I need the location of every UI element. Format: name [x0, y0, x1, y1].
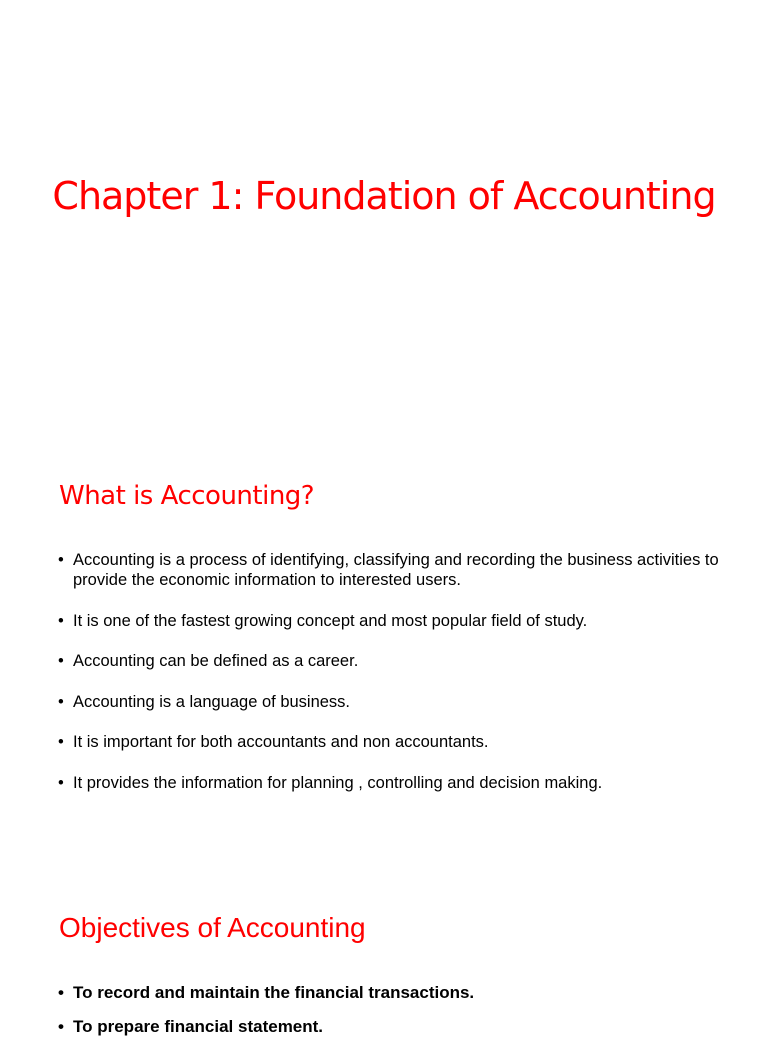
- bullet-text: Accounting can be defined as a career.: [73, 652, 359, 670]
- bullet-text: It provides the information for planning , controlling and decision making.: [73, 773, 603, 792]
- bullet-item: [58, 550, 738, 590]
- bullet-marker: •: [58, 551, 64, 569]
- bullet-item: [58, 611, 738, 631]
- bullet-item: [58, 692, 738, 712]
- chapter-title: Chapter 1: Foundation of Accounting: [52, 174, 716, 218]
- bullet-item: [58, 651, 738, 671]
- bullet-text: Accounting is a process of identifying, classifying and recording the business activities to provide the economic information to interested users.: [73, 551, 719, 589]
- slide-title-page: [0, 0, 768, 420]
- bullet-text: It is one of the fastest growing concept and most popular field of study.: [73, 611, 588, 630]
- slide-what-is-accounting: [0, 420, 768, 875]
- bullet-item: [58, 773, 738, 793]
- slide-heading: What is Accounting?: [59, 481, 315, 511]
- bullet-marker: •: [58, 652, 64, 670]
- bullet-text: To prepare financial statement.: [73, 1017, 324, 1036]
- bullet-list: [58, 550, 738, 813]
- bullet-text: To record and maintain the financial transactions.: [73, 983, 475, 1002]
- slide-heading: Objectives of Accounting: [59, 912, 366, 943]
- bullet-text: It is important for both accountants and non accountants.: [73, 733, 489, 751]
- bullet-marker: •: [58, 1017, 64, 1036]
- bullet-marker: •: [58, 733, 64, 751]
- bullet-item: [58, 732, 738, 752]
- bullet-item: [58, 1017, 738, 1037]
- bullet-marker: •: [58, 773, 64, 792]
- bullet-item: [58, 983, 738, 1003]
- bullet-marker: •: [58, 983, 64, 1002]
- bullet-marker: •: [58, 692, 64, 711]
- slide-objectives: [0, 875, 768, 1036]
- bullet-marker: •: [58, 611, 64, 630]
- bullet-text: Accounting is a language of business.: [73, 692, 351, 711]
- bullet-list: [58, 983, 738, 1051]
